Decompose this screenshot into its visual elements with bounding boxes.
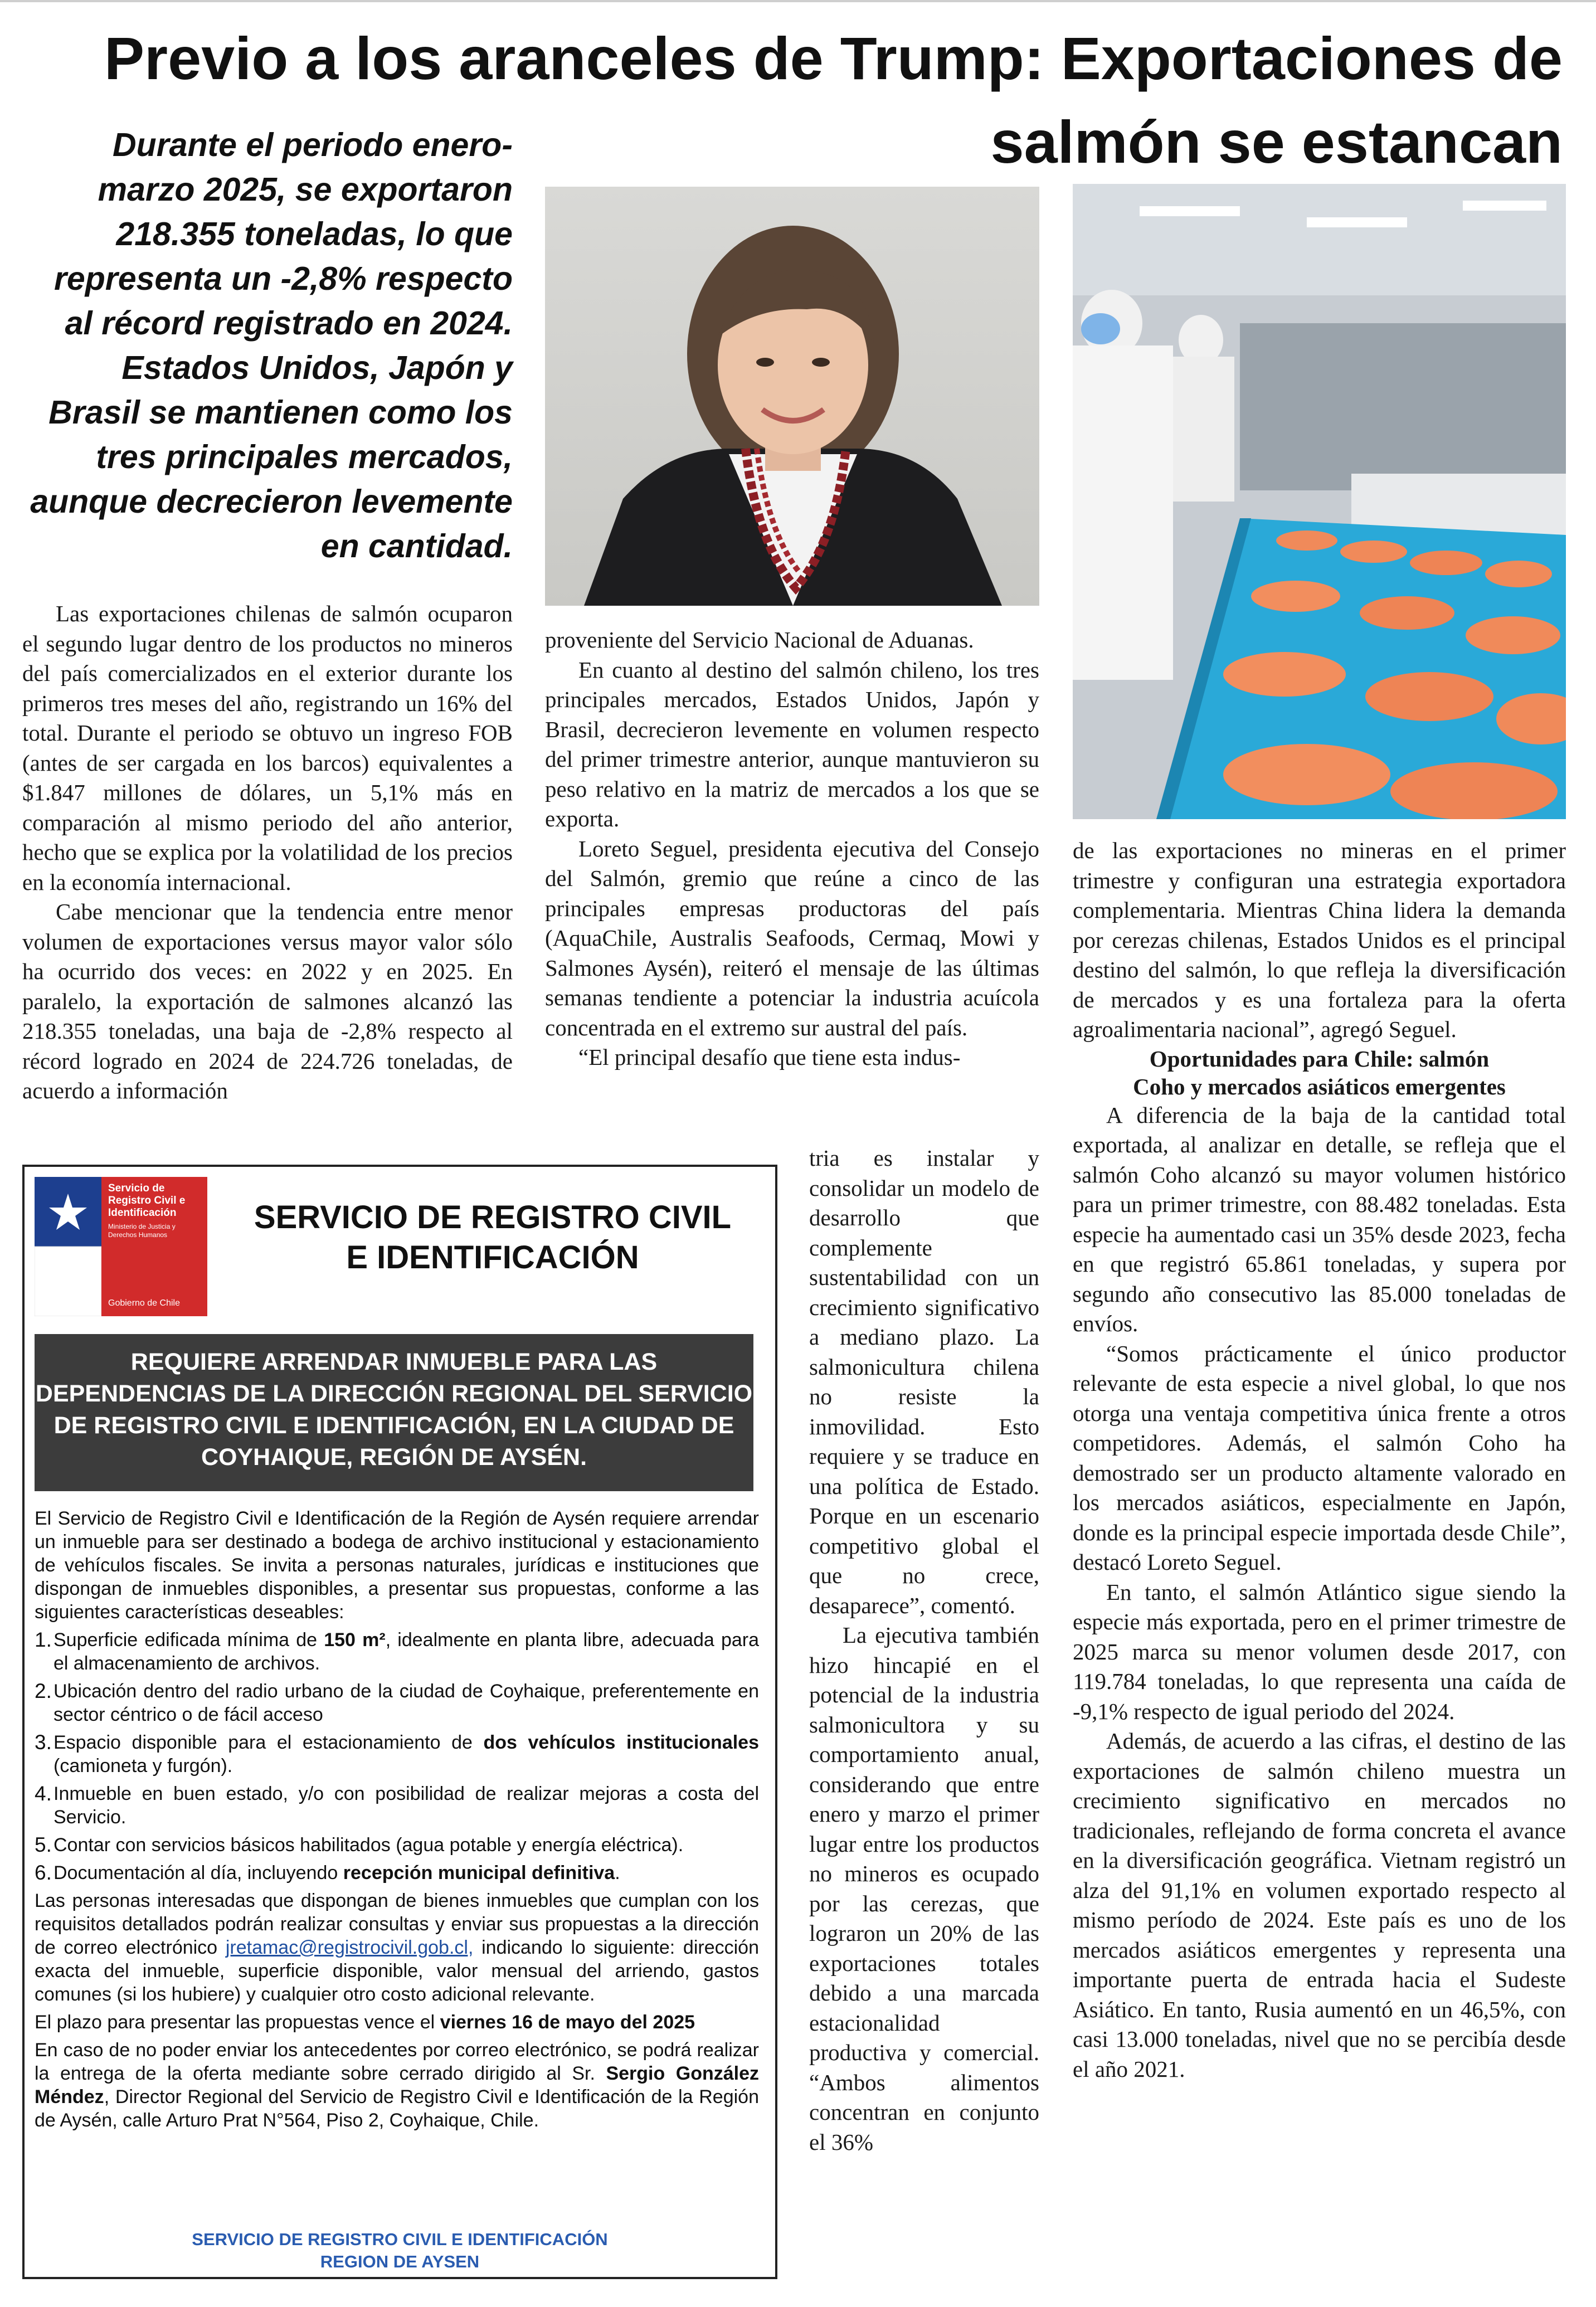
ad-delivery [35, 2038, 759, 2132]
signature-line1: SERVICIO DE REGISTRO CIVIL E IDENTIFICACIÓN [192, 2230, 608, 2249]
list-item [35, 1861, 759, 1885]
article-column-1 [22, 599, 513, 1106]
item-bold: dos vehículos institucionales [483, 1732, 759, 1753]
ad-title-line1: SERVICIO DE REGISTRO CIVIL [254, 1199, 732, 1235]
list-number: 6. [35, 1861, 52, 1884]
ad-title-line2: E IDENTIFICACIÓN [346, 1239, 639, 1276]
email-link[interactable]: jretamac@registrocivil.gob.cl, [225, 1937, 474, 1958]
list-item [35, 1782, 759, 1829]
paragraph: tria es instalar y consolidar un modelo de desarrollo que complemente sustentabilidad con un crecimiento significativo a mediano plazo. La salmonicultura chilena no resiste la inmovilidad. Esto requiere y se traduce en una política de Estado. Porque en un escenario competitivo global el que no crece, desaparece”, comentó. [809, 1145, 1039, 1618]
list-number: 3. [35, 1731, 52, 1754]
item-text: Superficie edificada mínima de [53, 1629, 324, 1651]
registro-civil-ad [22, 1165, 777, 2279]
paragraph: Cabe mencionar que la tendencia entre menor volumen de exportaciones versus mayor valor sólo ha ocurrido dos veces: en 2022 y en 2025. En paralelo, la exportación de salmones alcanzó las 218.355 toneladas, una baja de -2,8% respecto al récord logrado en 2024 de 224.726 toneladas, de acuerdo a información [22, 899, 513, 1103]
item-text: . [615, 1862, 620, 1883]
item-text: Espacio disponible para el estacionamiento de [53, 1732, 484, 1753]
paragraph: proveniente del Servicio Nacional de Aduanas. [545, 627, 974, 653]
article-column-2-narrow [809, 1143, 1039, 2157]
paragraph: Loreto Seguel, presidenta ejecutiva del Consejo del Salmón, gremio que reúne a cinco de las principales empresas productoras del país (AquaChile, Australis Seafoods, Cermaq, Mowi y Salmones Aysén), reiteró el mensaje de las últimas semanas tendiente a potenciar la industria acuícola concentrada en el extremo sur austral del país. [545, 835, 1039, 1040]
ad-title [214, 1198, 771, 1278]
subheading-line1: Oportunidades para Chile: salmón [1149, 1045, 1490, 1072]
paragraph: En tanto, el salmón Atlántico sigue siendo la especie más exportada, pero en el primer trimestre de 2025 marca su menor volumen desde 2017, con 119.784 toneladas, lo que representa una caída de -9,1% respecto de igual periodo del 2024. [1073, 1579, 1566, 1724]
item-text: Contar con servicios básicos habilitados (agua potable y energía eléctrica). [53, 1834, 684, 1856]
paragraph: de las exportaciones no mineras en el primer trimestre y configuran una estrategia exportadora complementaria. Mientras China lidera la demanda por cerezas chilenas, Estados Unidos es el principal destino del salmón, lo que refleja la diversificación de mercados y es una fortaleza para la oferta agroalimentaria nacional”, agregó Seguel. [1073, 838, 1566, 1042]
top-rule [0, 0, 1596, 2]
instructions-text: indicando lo siguiente: dirección exacta del inmueble, superficie disponible, valor mensual del arriendo, gastos comunes (si los hubiere) y cualquier otro costo adicional relevante. [35, 1937, 759, 2005]
paragraph: “El principal desafío que tiene esta indus- [578, 1044, 961, 1070]
paragraph: En cuanto al destino del salmón chileno, los tres principales mercados, Estados Unidos, Japón y Brasil, decrecieron levemente en volumen respecto del primer trimestre anterior, aunque mantuvieron su peso relativo en la matriz de mercados a los que se exporta. [545, 656, 1039, 831]
item-bold: recepción municipal definitiva [343, 1862, 615, 1883]
list-item [35, 1731, 759, 1778]
subheading [1073, 1045, 1566, 1101]
article-dek: Durante el periodo enero-marzo 2025, se exportaron 218.355 toneladas, lo que representa un -2,8% respecto al récord registrado en 2024. Estados Unidos, Japón y Brasil se mantienen como los tres principales mercados, aunque decrecieron levemente en cantidad. [30, 126, 513, 564]
director-name: Sergio González Méndez [35, 2063, 759, 2108]
ad-signature [25, 2228, 775, 2273]
signature-line2: REGION DE AYSEN [320, 2252, 480, 2271]
deadline-text: El plazo para presentar las propuestas vence el [35, 2012, 440, 2033]
list-number: 1. [35, 1628, 52, 1651]
ad-instructions [35, 1889, 759, 2006]
item-text: Ubicación dentro del radio urbano de la ciudad de Coyhaique, preferentemente en sector céntrico o de fácil acceso [53, 1681, 759, 1725]
delivery-text: En caso de no poder enviar los antecedentes por correo electrónico, se podrá realizar la entrega de la oferta mediante sobre cerrado dirigido al Sr. [35, 2040, 759, 2084]
paragraph: “Somos prácticamente el único productor relevante de esta especie a nivel global, lo que nos otorga una ventaja competitiva única frente a otros competidores. Además, el salmón Coho ha demostrado ser un producto altamente valorado en los mercados asiáticos, especialmente en Japón, donde es la principal especie importada desde Chile”, destacó Loreto Seguel. [1073, 1340, 1566, 1575]
logo-text-line: Identificación [108, 1207, 177, 1219]
list-number: 2. [35, 1680, 52, 1702]
list-number: 4. [35, 1782, 52, 1805]
article-column-3 [1073, 836, 1566, 2084]
instructions-text: Las personas interesadas que dispongan de bienes inmuebles que cumplan con los requisitos detallados podrán realizar consultas y enviar sus propuestas a la dirección de correo electrónico [35, 1890, 759, 1958]
item-text: Inmueble en buen estado, y/o con posibilidad de realizar mejoras a costa del Servicio. [53, 1783, 759, 1828]
delivery-text: , Director Regional del Servicio de Registro Civil e Identificación de la Región de Aysén, calle Arturo Prat N°564, Piso 2, Coyhaique, Chile. [35, 2086, 759, 2131]
ad-body [35, 1507, 759, 2136]
headline-line1: Previo a los aranceles de Trump: Exportaciones de [104, 25, 1563, 92]
factory-photo [1073, 184, 1566, 819]
registro-civil-logo [35, 1177, 207, 1316]
list-item [35, 1680, 759, 1726]
logo-text-line: Servicio de [108, 1182, 165, 1194]
requirements-list [35, 1628, 759, 1885]
paragraph: A diferencia de la baja de la cantidad total exportada, al analizar en detalle, se refleja que el salmón Coho alcanzó su mayor volumen histórico para un primer trimestre, con 88.482 toneladas. Esta especie ha aumentado casi un 35% desde 2023, fecha en que registró 65.861 toneladas, y supera por segundo año consecutivo las 85.000 toneladas de envíos. [1073, 1102, 1566, 1336]
ad-intro: El Servicio de Registro Civil e Identificación de la Región de Aysén requiere arrendar un inmueble para ser destinado a bodega de archivo institucional y estacionamiento de vehículos fiscales. Se invita a personas naturales, jurídicas e instituciones que dispongan de inmuebles disponibles, a presentar sus propuestas, conforme a las siguientes características deseables: [35, 1508, 759, 1623]
headline-line2: salmón se estancan [990, 108, 1563, 176]
item-text: Documentación al día, incluyendo [53, 1862, 343, 1883]
paragraph: La ejecutiva también hizo hincapié en el potencial de la industria salmonicultora y su comportamiento anual, considerando que entre enero y marzo el primer lugar entre los productos no mineros es ocupado por las cerezas, que lograron un 20% de las exportaciones totales debido a una marcada estacionalidad productiva y comercial. “Ambos alimentos concentran en conjunto el 36% [809, 1622, 1039, 2155]
article-column-2 [545, 625, 1039, 1073]
item-text: , idealmente en planta libre, adecuada para el almacenamiento de archivos. [53, 1629, 760, 1674]
item-bold: 150 m² [324, 1629, 386, 1651]
logo-ministry: Ministerio de Justicia y Derechos Humanos [108, 1223, 176, 1239]
portrait-image [545, 187, 1039, 606]
logo-gov: Gobierno de Chile [108, 1298, 180, 1308]
ad-deadline [35, 2011, 759, 2034]
salmon-conveyor-image [1073, 184, 1566, 819]
paragraph: Las exportaciones chilenas de salmón ocuparon el segundo lugar dentro de los productos no mineros del país comercializados en el exterior durante los primeros tres meses del año, registrando un 16% del total. Durante el periodo se obtuvo un ingreso FOB (antes de ser cargada en los barcos) equivalentes a $1.847 millones de dólares, un 5,1% más en comparación al mismo periodo del año anterior, hecho que se explica por la volatilidad de los precios en la economía internacional. [22, 601, 513, 895]
list-item [35, 1833, 759, 1857]
logo-text-line: Registro Civil e [108, 1195, 186, 1206]
deadline-date: viernes 16 de mayo del 2025 [440, 2012, 695, 2033]
list-item [35, 1628, 759, 1675]
list-number: 5. [35, 1833, 52, 1856]
ad-banner: REQUIERE ARRENDAR INMUEBLE PARA LAS DEPENDENCIAS DE LA DIRECCIÓN REGIONAL DEL SERVICIO DE REGISTRO CIVIL E IDENTIFICACIÓN, EN LA CIUDAD DE COYHAIQUE, REGIÓN DE AYSÉN. [35, 1334, 753, 1491]
portrait-photo [545, 187, 1039, 606]
subheading-line2: Coho y mercados asiáticos emergentes [1133, 1073, 1506, 1099]
item-text: (camioneta y furgón). [53, 1755, 233, 1777]
paragraph: Además, de acuerdo a las cifras, el destino de las exportaciones de salmón chileno muestra un crecimiento significativo en mercados no tradicionales, reflejando de forma concreta el avance en la diversificación geográfica. Vietnam registró un alza del 91,1% en volumen exportado respecto al mismo período de 2024. Este país es uno de los mercados asiáticos emergentes y representa una importante puerta de entrada hacia el Sudeste Asiático. En tanto, Rusia aumentó en un 46,5%, con casi 13.000 toneladas, nivel que no se percibía desde el año 2021. [1073, 1728, 1566, 2082]
